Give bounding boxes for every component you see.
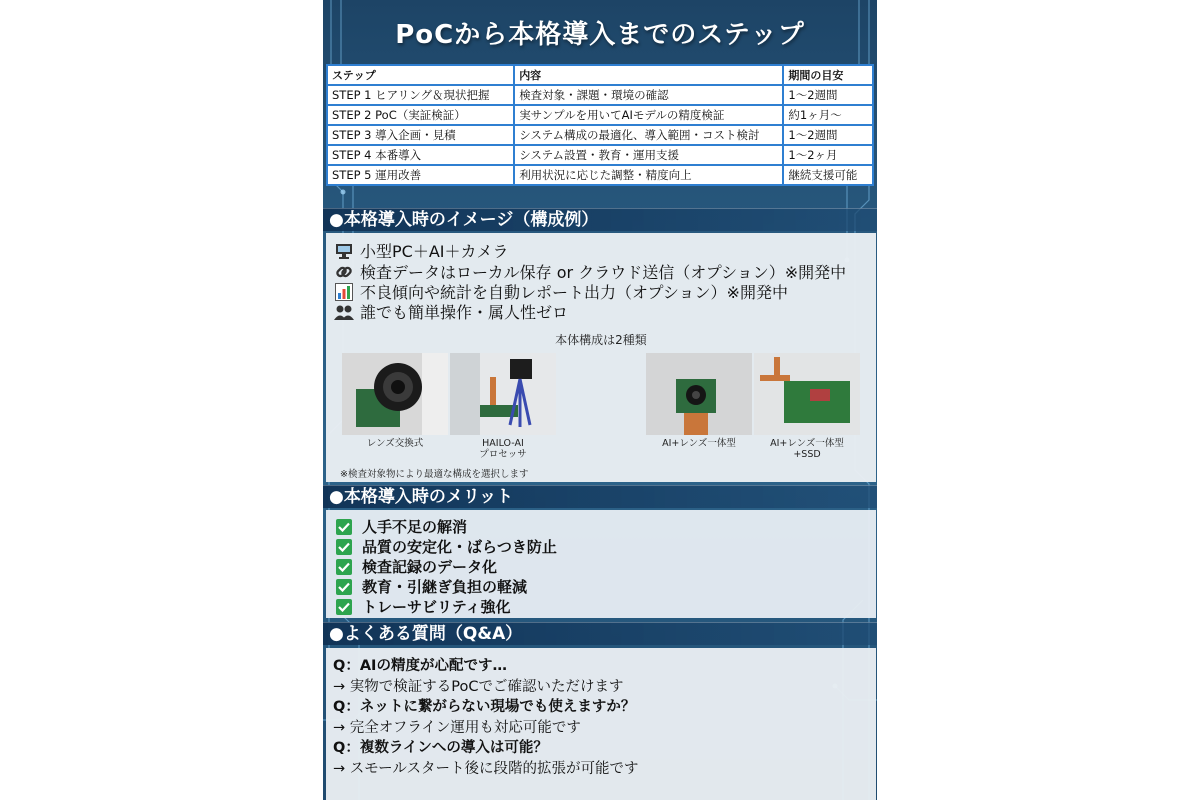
merit-text: 検査記録のデータ化 [362, 558, 498, 576]
content-cell: 検査対象・課題・環境の確認 [514, 85, 783, 105]
page-title: PoCから本格導入までのステップ [395, 20, 805, 50]
feature-text: 不良傾向や統計を自動レポート出力（オプション）※開発中 [360, 283, 788, 302]
content-cell: 実サンプルを用いてAIモデルの精度検証 [514, 105, 783, 125]
check-icon [336, 579, 352, 595]
content-cell: 利用状況に応じた調整・精度向上 [514, 165, 783, 185]
photo-ai-lens-ssd [754, 353, 860, 435]
qa-answer: → 完全オフライン運用も対応可能です [333, 720, 581, 736]
period-cell: 1〜2ヶ月 [783, 145, 873, 165]
merit-text: 人手不足の解消 [362, 518, 468, 536]
feature-text: 小型PC＋AI＋カメラ [360, 242, 509, 261]
check-icon [336, 539, 352, 555]
period-cell: 約1ヶ月〜 [783, 105, 873, 125]
merit-item [336, 596, 511, 617]
merit-item [336, 536, 557, 557]
check-icon [336, 599, 352, 615]
table-header-row [327, 65, 873, 85]
merit-item [336, 556, 497, 577]
qa-question: Q：AIの精度が心配です… [333, 658, 507, 674]
people-icon [334, 303, 354, 321]
link-icon [334, 263, 354, 281]
step-cell: STEP 2 PoC（実証検証） [327, 105, 514, 125]
config-note: ※検査対象物により最適な構成を選択します [340, 469, 529, 480]
qa-section-heading: ●よくある質問（Q&A） [323, 622, 877, 645]
period-cell: 1〜2週間 [783, 85, 873, 105]
check-icon [336, 559, 352, 575]
photo-ai-lens-integrated [646, 353, 752, 435]
photo-caption: レンズ交換式 [366, 438, 424, 449]
merit-text: 教育・引継ぎ負担の軽減 [362, 578, 528, 596]
column-header: ステップ [327, 65, 514, 85]
bar-chart-icon [334, 283, 354, 301]
feature-text: 誰でも簡単操作・属人性ゼロ [360, 303, 569, 322]
table-row [327, 125, 873, 145]
poster [323, 0, 877, 800]
table-row [327, 85, 873, 105]
table-row [327, 105, 873, 125]
feature-item [334, 239, 509, 262]
step-cell: STEP 5 運用改善 [327, 165, 514, 185]
merit-section-heading: ●本格導入時のメリット [323, 485, 877, 508]
table-row [327, 145, 873, 165]
image-section-heading: ●本格導入時のイメージ（構成例） [323, 208, 877, 231]
step-cell: STEP 3 導入企画・見積 [327, 125, 514, 145]
monitor-icon [334, 242, 354, 260]
merit-item [336, 576, 527, 597]
image-section-panel [326, 233, 876, 482]
content-cell: システム設置・教育・運用支援 [514, 145, 783, 165]
merit-item [336, 516, 467, 537]
qa-section-panel [326, 648, 876, 800]
feature-item [334, 300, 568, 323]
check-icon [336, 519, 352, 535]
photo-hailo-ai [450, 353, 556, 435]
qa-question: Q：ネットに繋がらない現場でも使えますか？ [333, 699, 636, 715]
photo-caption: AI+レンズ一体型 +SSD [770, 438, 844, 460]
feature-text: 検査データはローカル保存 or クラウド送信（オプション）※開発中 [360, 263, 847, 282]
qa-answer: → 実物で検証するPoCでご確認いただけます [333, 679, 624, 695]
content-cell: システム構成の最適化、導入範囲・コスト検討 [514, 125, 783, 145]
table-row [327, 165, 873, 185]
column-header: 期間の目安 [783, 65, 873, 85]
merit-text: トレーサビリティ強化 [362, 598, 511, 616]
period-cell: 1〜2週間 [783, 125, 873, 145]
column-header: 内容 [514, 65, 783, 85]
photo-caption: HAILO-AI プロセッサ [479, 438, 527, 460]
photo-caption: AI+レンズ一体型 [662, 438, 736, 449]
config-label: 本体構成は2種類 [555, 333, 647, 347]
step-cell: STEP 1 ヒアリング＆現状把握 [327, 85, 514, 105]
photo-lens-interchangeable [342, 353, 448, 435]
qa-question: Q：複数ラインへの導入は可能？ [333, 740, 548, 756]
qa-answer: → スモールスタート後に段階的拡張が可能です [333, 761, 639, 777]
period-cell: 継続支援可能 [783, 165, 873, 185]
merit-text: 品質の安定化・ばらつき防止 [362, 538, 557, 556]
steps-table [326, 64, 874, 186]
merit-section-panel [326, 510, 876, 618]
step-cell: STEP 4 本番導入 [327, 145, 514, 165]
